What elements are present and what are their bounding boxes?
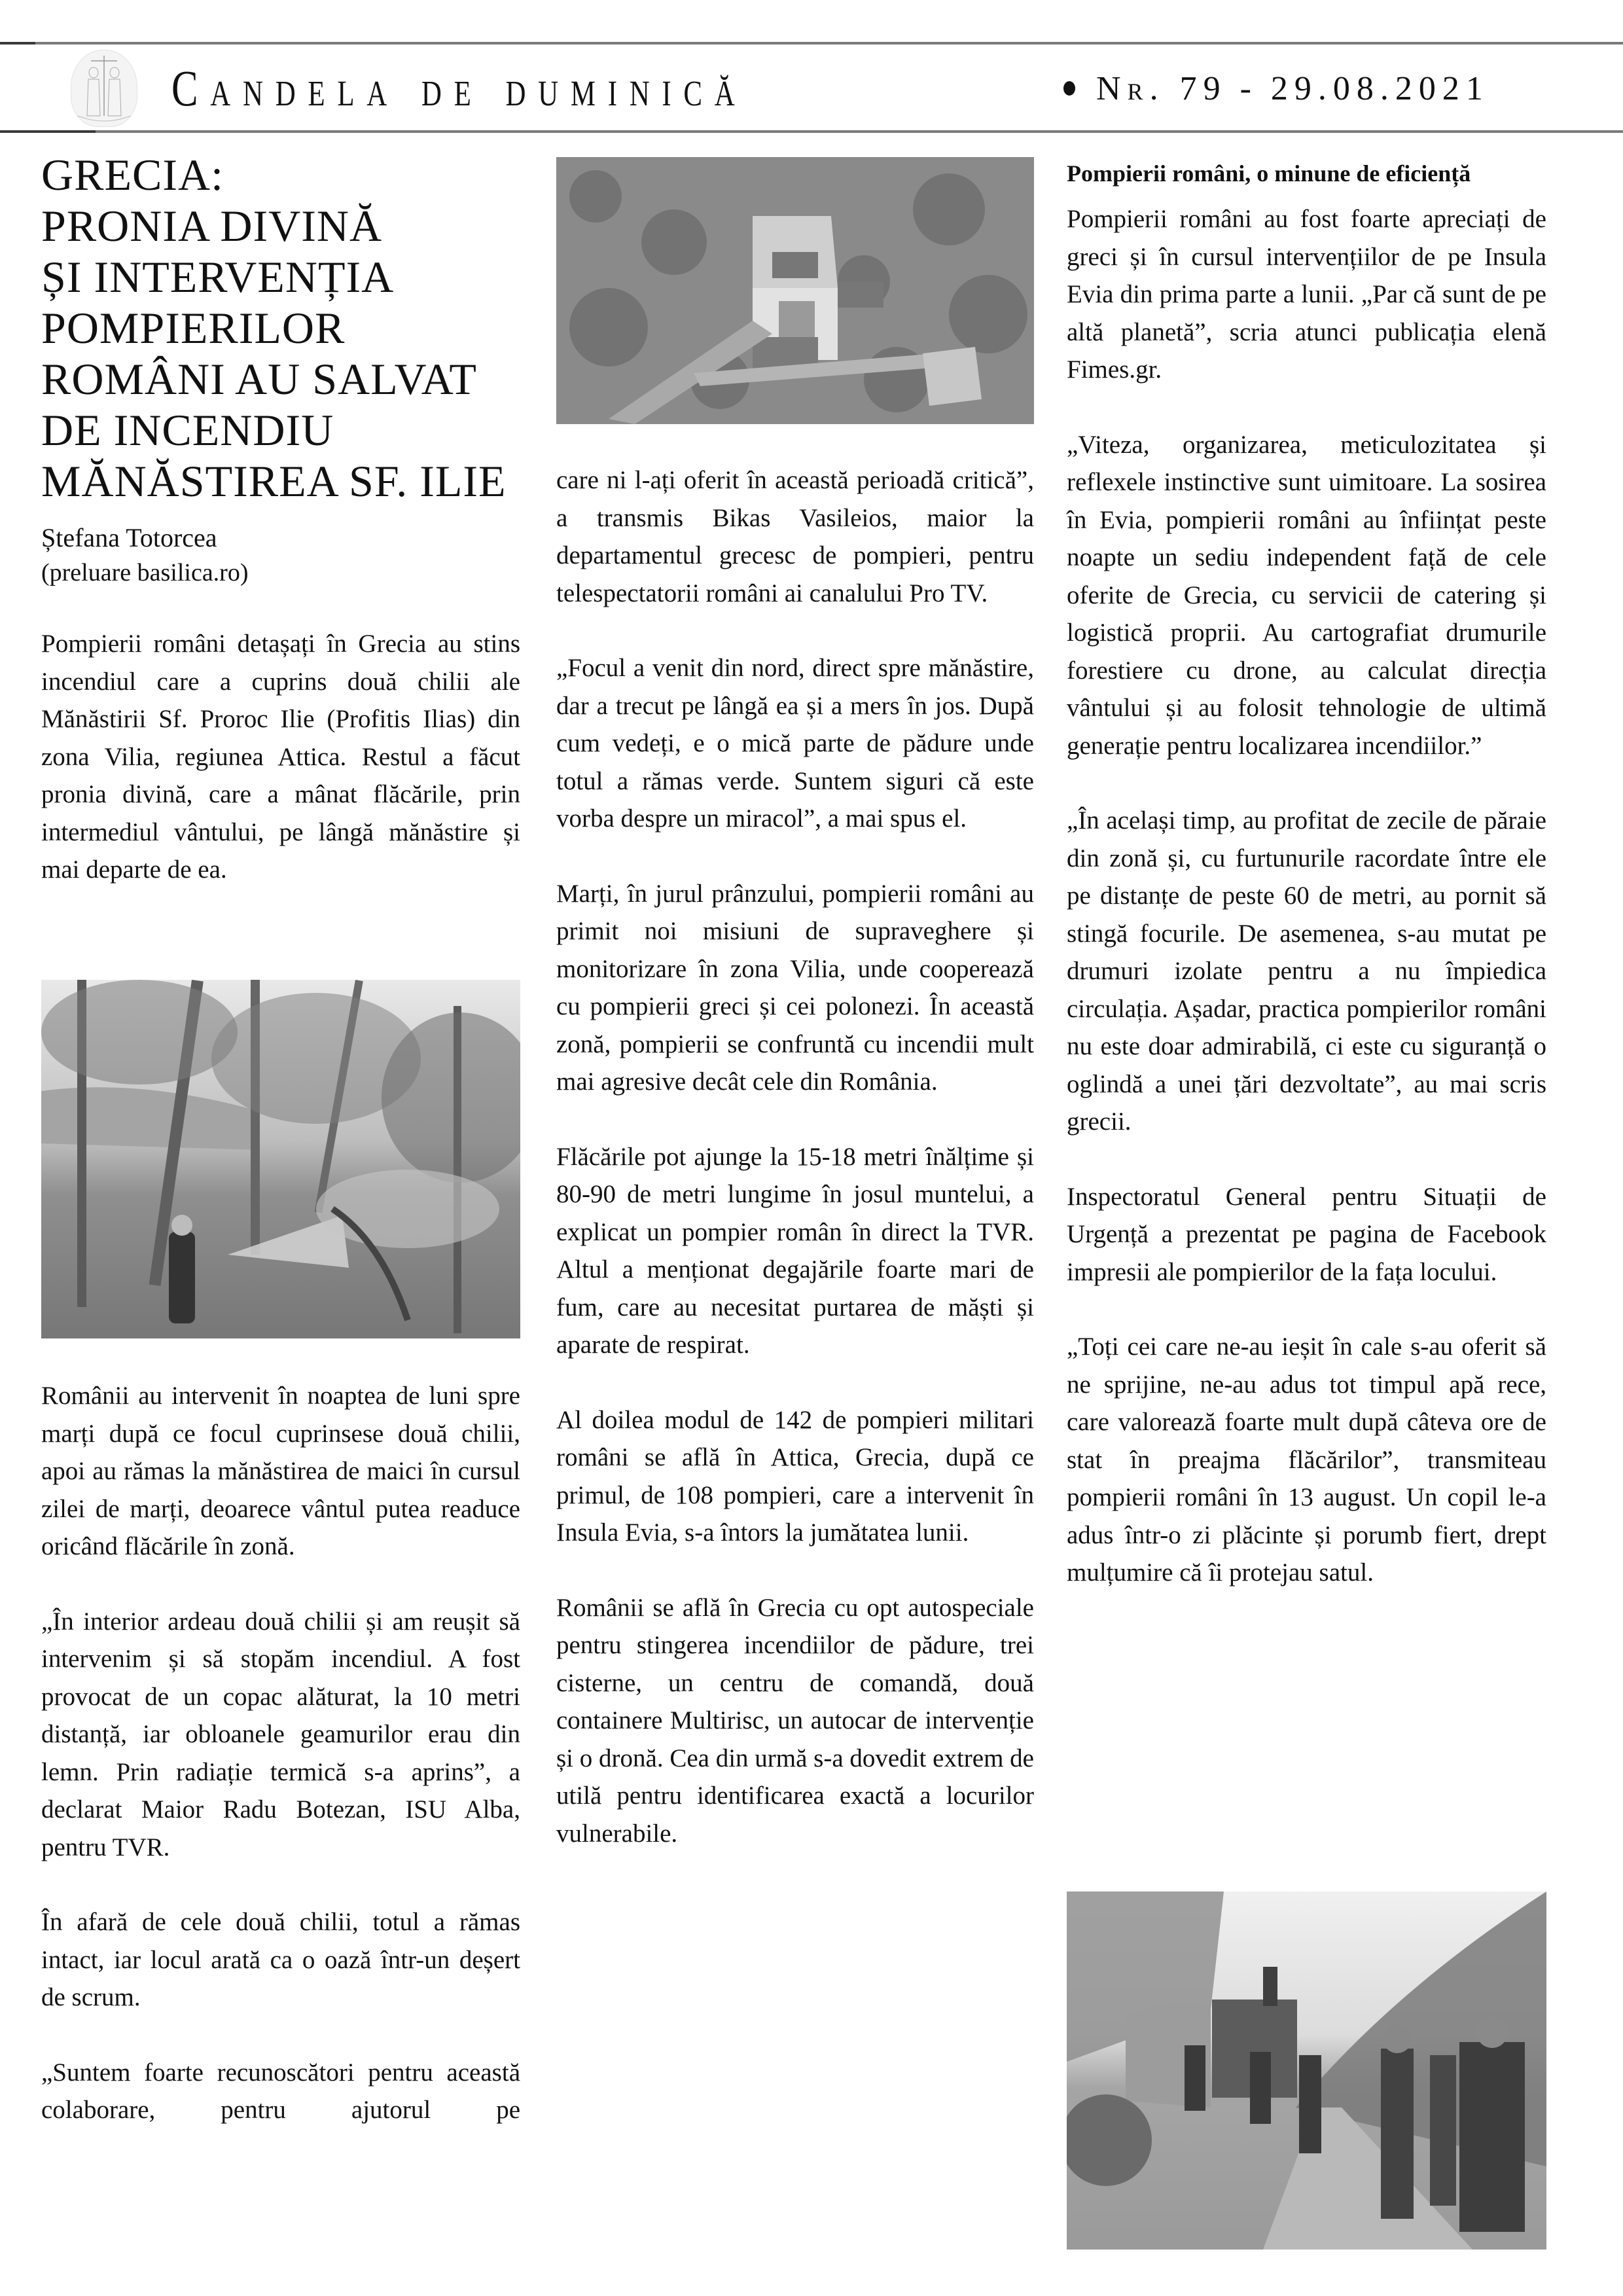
paragraph: „În același timp, au profitat de zecile de păraie din zonă și, cu furtunurile racordate între ele pe distanțe de peste 60 de metri, au pornit să stingă focurile. De asemenea, s-au mutat pe drumuri izolate pentru a nu împiedica circulația. Așadar, practica pompierilor români nu este doar admirabilă, ci este cu siguranță o oglindă a unei țări dezvoltate”, au mai scris grecii. bbox=[1067, 806, 1546, 1136]
paragraph: care ni l-ați oferit în această perioadă critică”, a transmis Bikas Vasileios, maior la departamentul grecesc de pompieri, pentru telespectatorii români ai canalului Pro TV. bbox=[556, 466, 1034, 607]
paragraph: „Toți cei care ne-au ieșit în cale s-au oferit să ne sprijine, ne-au adus tot timpul apă rece, care valorează foarte mult după câteva ore de stat în preajma flăcărilor”, transmiteau pompierii români în 13 august. Un copil le-a adus într-o zi plăcinte și porumb fiert, drept mulțumire că îi protejau satul. bbox=[1067, 1333, 1546, 1587]
publication-title: Candela de duminică bbox=[171, 60, 747, 117]
headline-line: DE INCENDIU bbox=[41, 405, 334, 455]
paragraph: Marți, în jurul prânzului, pompierii români au primit noi misiuni de supraveghere și monitorizare în zona Vilia, unde cooperează cu pompierii greci și cei polonezi. În această zonă, pompierii se confruntă cu incendii mult mai agresive decât cele din România. bbox=[556, 879, 1034, 1096]
paragraph: Pompierii români detașați în Grecia au stins incendiul care a cuprins două chilii ale Mănăstirii Sf. Proroc Ilie (Profitis Ilias) din zona Vilia, regiunea Attica. Restul a făcut pronia divină, care a mânat flăcările, prin intermediul vântului, pe lângă mănăstire și mai departe de ea. bbox=[41, 630, 520, 884]
publication-name bbox=[171, 52, 910, 124]
issue-number: Nr. 79 bbox=[1096, 69, 1227, 107]
article-headline bbox=[41, 149, 520, 507]
paragraph: Al doilea modul de 142 de pompieri militari români se află în Attica, Grecia, după ce primul, de 108 pompieri, care a intervenit în Insula Evia, s-a întors la jumătatea lunii. bbox=[556, 1405, 1034, 1547]
header-bottom-rule bbox=[0, 130, 1623, 133]
headline-line: MĂNĂSTIREA SF. ILIE bbox=[41, 456, 507, 506]
photo-firefighters-truck bbox=[1067, 1892, 1546, 2250]
saints-emblem-icon bbox=[71, 50, 137, 127]
paragraph: În afară de cele două chilii, totul a rămas intact, iar locul arată ca o oază într-un deșert de scrum. bbox=[41, 1908, 520, 2011]
headline-line: GRECIA: bbox=[41, 150, 224, 200]
article-column-1 bbox=[41, 149, 520, 589]
headline-line: POMPIERILOR bbox=[41, 303, 346, 353]
issue-separator: - bbox=[1240, 69, 1258, 107]
paragraph: Românii se află în Grecia cu opt autospeciale pentru stingerea incendiilor de pădure, trei cisterne, un centru de comandă, două containere Multirisc, un autocar de intervenție și o dronă. Cea din urmă s-a dovedit extrem de utilă pentru identificarea exactă a locurilor vulnerabile. bbox=[556, 1593, 1034, 1848]
article-column-2 bbox=[556, 461, 1034, 1852]
paragraph: „Suntem foarte recunoscători pentru această colaborare, pentru ajutorul pe bbox=[41, 2058, 520, 2124]
article-column-3 bbox=[1067, 157, 1546, 1592]
column-1-text-top bbox=[41, 625, 520, 889]
paragraph: „Viteza, organizarea, meticulozitatea și reflexele instinctive sunt uimitoare. La sosirea în Evia, pompierii români au înființat peste noapte un sediu independent față de cele oferite de Grecia, cu servicii de catering și logistică proprii. Au cartografiat drumurile forestiere cu drone, au calculat direcția vântului și au folosit tehnologie de ultimă generație pentru localizarea incendiilor.” bbox=[1067, 430, 1546, 760]
paragraph: Flăcările pot ajunge la 15-18 metri înălțime și 80-90 de metri lungime în josul muntelui, a explicat un pompier român în direct la TVR. Altul a menționat degajările foarte mari de fum, care au necesitat purtarea de măști și aparate de respirat. bbox=[556, 1142, 1034, 1359]
header-top-rule bbox=[0, 42, 1623, 45]
paragraph: „În interior ardeau două chilii și am reușit să intervenim și să stopăm incendiul. A fost provocat de un copac alăturat, la 10 metri distanță, iar obloanele geamurilor erau din lemn. Prin radiație termică s-a aprins”, a declarat Maior Radu Botezan, ISU Alba, pentru TVR. bbox=[41, 1607, 520, 1861]
headline-line: ȘI INTERVENȚIA bbox=[41, 252, 395, 302]
article-author: Ștefana Totorcea bbox=[41, 523, 217, 552]
headline-line: ROMÂNI AU SALVAT bbox=[41, 354, 477, 404]
paragraph: „Focul a venit din nord, direct spre mănăstire, dar a trecut pe lângă ea și a mers în jos. După cum vedeți, e o mică parte de pădure unde totul a rămas verde. Suntem siguri că este vorba despre un miracol”, a mai spus el. bbox=[556, 654, 1034, 833]
issue-info bbox=[1063, 64, 1489, 113]
issue-date: 29.08.2021 bbox=[1270, 69, 1489, 107]
photo-firefighter-forest bbox=[41, 980, 520, 1338]
photo-aerial-monastery bbox=[556, 157, 1034, 424]
section-subheading: Pompierii români, o minune de eficiență bbox=[1067, 160, 1471, 187]
headline-line: PRONIA DIVINĂ bbox=[41, 201, 383, 251]
article-source: (preluare basilica.ro) bbox=[41, 559, 249, 586]
paragraph: Inspectoratul General pentru Situații de Urgență a prezentat pe pagina de Facebook impresii ale pompierilor de la fața locului. bbox=[1067, 1182, 1546, 1286]
bullet-icon bbox=[1063, 81, 1075, 96]
paragraph: Românii au intervenit în noaptea de luni spre marți după ce focul cuprinsese două chilii, apoi au rămas la mănăstirea de maici în cursul zilei de marți, deoarece vântul putea readuce oricând flăcările în zonă. bbox=[41, 1382, 520, 1560]
column-1-text-bottom bbox=[41, 1377, 520, 2129]
paragraph: Pompierii români au fost foarte apreciați de greci și în cursul intervențiilor de pe Insula Evia din prima parte a lunii. „Par că sunt de pe altă planetă”, scria atunci publicația elenă Fimes.gr. bbox=[1067, 205, 1546, 384]
